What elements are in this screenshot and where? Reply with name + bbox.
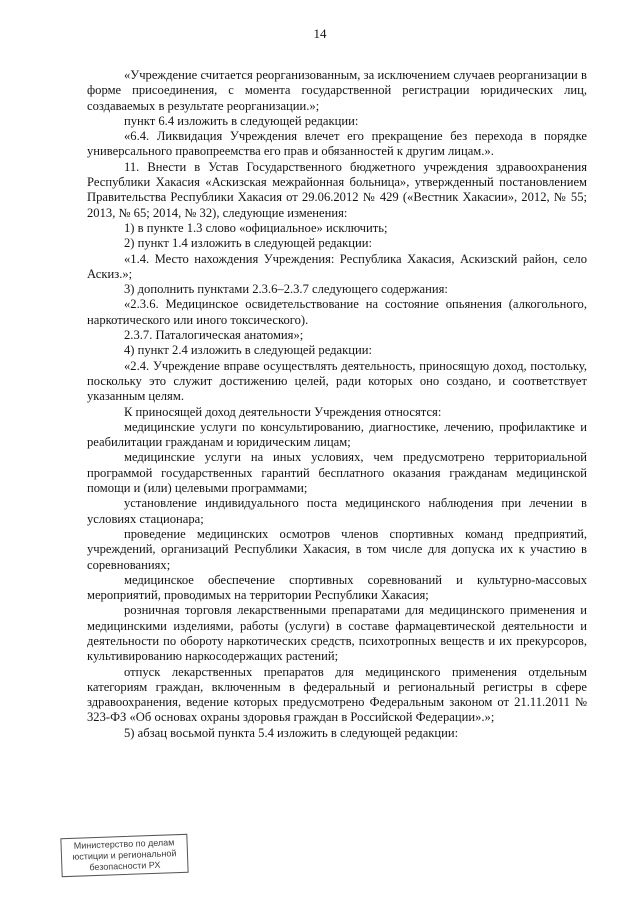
paragraph: установление индивидуального поста медицинского наблюдения при лечении в условиях стационара; <box>87 496 587 526</box>
paragraph: К приносящей доход деятельности Учреждения относятся: <box>124 404 442 419</box>
paragraph: «1.4. Место нахождения Учреждения: Республика Хакасия, Аскизский район, село Аскиз.»; <box>87 251 587 281</box>
paragraph: «2.4. Учреждение вправе осуществлять деятельность, приносящую доход, постольку, поскольку это служит достижению целей, ради которых оно создано, и соответствует указанным целям. <box>87 358 587 404</box>
paragraph: 3) дополнить пунктами 2.3.6–2.3.7 следующего содержания: <box>124 282 448 297</box>
document-body <box>87 68 587 741</box>
paragraph: 11. Внести в Устав Государственного бюджетного учреждения здравоохранения Республики Хакасия «Аскизская межрайонная больница», утвержденный постановлением Правительства Республики Хакасия от 29.06.2012 № 429 («Вестник Хакасии», 2012, № 55; 2013, № 65; 2014, № 32), следующие изменения: <box>87 159 587 220</box>
paragraph: медицинские услуги по консультированию, диагностике, лечению, профилактике и реабилитации гражданам и юридическим лицам; <box>87 419 587 450</box>
stamp-line: безопасности РХ <box>89 859 161 873</box>
paragraph: 4) пункт 2.4 изложить в следующей редакции: <box>124 343 372 358</box>
paragraph: 1) в пункте 1.3 слово «официальное» исключить; <box>124 220 388 235</box>
paragraph: проведение медицинских осмотров членов спортивных команд предприятий, учреждений, организаций Республики Хакасия, в том числе для допуска их к участию в соревнованиях; <box>87 526 587 572</box>
paragraph: «2.3.6. Медицинское освидетельствование на состояние опьянения (алкогольного, наркотического или иного токсического). <box>87 297 587 327</box>
paragraph: медицинское обеспечение спортивных соревнований и культурно-массовых мероприятий, проводимых на территории Республики Хакасия; <box>87 572 587 603</box>
paragraph: «Учреждение считается реорганизованным, за исключением случаев реорганизации в форме присоединения, с момента государственной регистрации юридических лиц, создаваемых в результате реорганизации.»; <box>87 68 587 113</box>
paragraph: 2) пункт 1.4 изложить в следующей редакции: <box>124 236 372 251</box>
paragraph: медицинские услуги на иных условиях, чем предусмотрено территориальной программой государственных гарантий бесплатного оказания гражданам медицинской помощи и (или) целевыми программами; <box>87 450 587 496</box>
paragraph: 5) абзац восьмой пункта 5.4 изложить в следующей редакции: <box>124 725 459 740</box>
paragraph: розничная торговля лекарственными препаратами для медицинского применения и медицинскими изделиями, работы (услуги) в составе фармацевтической деятельности и деятельности по обороту наркотических средств, психотропных веществ и их прекурсоров, культивированию наркосодержащих растений; <box>87 603 587 664</box>
paragraph: отпуск лекарственных препаратов для медицинского применения отдельным категориям граждан, включенным в федеральный и региональный регистры в сфере здравоохранения, ведение которых предусмотрено Федеральным законом от 21.11.2011 № 323-ФЗ «Об основах охраны здоровья граждан в Российской Федерации».»; <box>87 664 587 725</box>
paragraph: пункт 6.4 изложить в следующей редакции: <box>124 113 359 128</box>
stamp-line: Министерство по делам <box>73 837 175 851</box>
paragraph: 2.3.7. Паталогическая анатомия»; <box>124 328 304 343</box>
stamp-line: юстиции и региональной <box>72 848 177 862</box>
page-number: 14 <box>313 26 327 41</box>
paragraph: «6.4. Ликвидация Учреждения влечет его прекращение без перехода в порядке универсального правопреемства его прав и обязанностей к другим лицам.». <box>87 129 587 159</box>
ministry-stamp <box>60 834 188 877</box>
